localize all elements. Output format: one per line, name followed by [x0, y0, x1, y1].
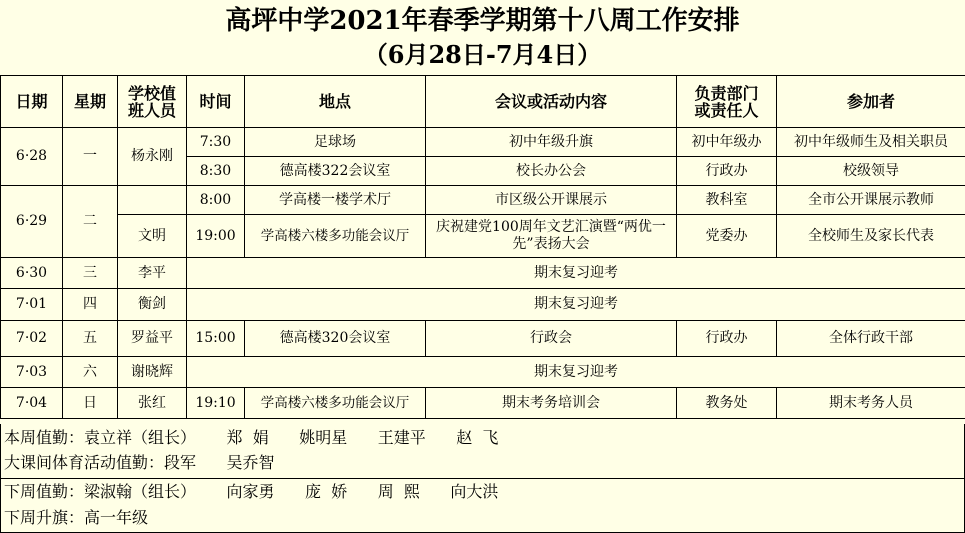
header-duty: 学校值 班人员	[118, 76, 187, 128]
cell-dept: 党委办	[677, 215, 777, 258]
cell-weekday: 一	[63, 128, 118, 186]
header-dept: 负责部门 或责任人	[677, 76, 777, 128]
header-attendees: 参加者	[777, 76, 965, 128]
page-title: 高坪中学2021年春季学期第十八周工作安排	[225, 6, 740, 36]
cell-weekday: 四	[63, 289, 118, 321]
cell-attendees: 期末考务人员	[777, 388, 965, 419]
cell-place: 足球场	[245, 128, 426, 157]
cell-date: 6·28	[1, 128, 63, 186]
cell-weekday: 二	[63, 186, 118, 258]
cell-duty: 张红	[118, 388, 187, 419]
duty-footer	[0, 424, 965, 533]
cell-place: 学高楼一楼学术厅	[245, 186, 426, 215]
cell-dept: 初中年级办	[677, 128, 777, 157]
cell-date: 7·03	[1, 357, 63, 388]
cell-dept: 教务处	[677, 388, 777, 419]
table-row	[1, 289, 965, 321]
cell-dept: 教科室	[677, 186, 777, 215]
table-row	[1, 186, 965, 215]
cell-date: 6·30	[1, 258, 63, 289]
cell-weekday: 五	[63, 321, 118, 357]
cell-time: 19:00	[187, 215, 245, 258]
break-duty: 大课间体育活动值勤：段军 吴乔智	[4, 453, 275, 472]
table-row	[1, 388, 965, 419]
cell-duty: 杨永刚	[118, 128, 187, 186]
cell-content: 市区级公开课展示	[426, 186, 677, 215]
cell-duty: 李平	[118, 258, 187, 289]
cell-content: 行政会	[426, 321, 677, 357]
cell-weekday: 六	[63, 357, 118, 388]
cell-time: 19:10	[187, 388, 245, 419]
cell-dept: 行政办	[677, 157, 777, 186]
cell-time: 7:30	[187, 128, 245, 157]
cell-time: 8:30	[187, 157, 245, 186]
next-week-duty: 下周值勤：梁淑翰（组长） 向家勇 庞 娇 周 熙 向大洪	[4, 482, 499, 501]
date-range: （6月28日-7月4日）	[363, 40, 602, 69]
next-flag-raising: 下周升旗：高一年级	[4, 508, 149, 527]
header-place: 地点	[245, 76, 426, 128]
cell-note: 期末复习迎考	[187, 289, 965, 321]
cell-date: 7·01	[1, 289, 63, 321]
cell-note: 期末复习迎考	[187, 357, 965, 388]
header-content: 会议或活动内容	[426, 76, 677, 128]
cell-duty	[118, 186, 187, 215]
cell-attendees: 校级领导	[777, 157, 965, 186]
cell-duty: 谢晓辉	[118, 357, 187, 388]
header-date: 日期	[1, 76, 63, 128]
table-header-row	[1, 76, 965, 128]
table-row	[1, 357, 965, 388]
cell-attendees: 全市公开课展示教师	[777, 186, 965, 215]
cell-duty: 文明	[118, 215, 187, 258]
schedule-table	[0, 75, 965, 419]
cell-dept: 行政办	[677, 321, 777, 357]
header-time: 时间	[187, 76, 245, 128]
cell-date: 7·02	[1, 321, 63, 357]
cell-place: 德高楼322会议室	[245, 157, 426, 186]
table-row	[1, 258, 965, 289]
table-row	[1, 321, 965, 357]
cell-content: 校长办公会	[426, 157, 677, 186]
cell-attendees: 初中年级师生及相关职员	[777, 128, 965, 157]
cell-content: 初中年级升旗	[426, 128, 677, 157]
cell-place: 德高楼320会议室	[245, 321, 426, 357]
cell-attendees: 全校师生及家长代表	[777, 215, 965, 258]
table-row	[1, 215, 965, 258]
cell-time: 15:00	[187, 321, 245, 357]
cell-place: 学高楼六楼多功能会议厅	[245, 388, 426, 419]
header-weekday: 星期	[63, 76, 118, 128]
cell-content: 期末考务培训会	[426, 388, 677, 419]
cell-weekday: 三	[63, 258, 118, 289]
table-row	[1, 128, 965, 157]
cell-date: 6·29	[1, 186, 63, 258]
cell-time: 8:00	[187, 186, 245, 215]
cell-note: 期末复习迎考	[187, 258, 965, 289]
this-week-duty: 本周值勤：袁立祥（组长） 郑 娟 姚明星 王建平 赵 飞	[4, 428, 499, 447]
cell-place: 学高楼六楼多功能会议厅	[245, 215, 426, 258]
cell-weekday: 日	[63, 388, 118, 419]
cell-date: 7·04	[1, 388, 63, 419]
cell-duty: 衡剑	[118, 289, 187, 321]
cell-duty: 罗益平	[118, 321, 187, 357]
cell-attendees: 全体行政干部	[777, 321, 965, 357]
cell-content: 庆祝建党100周年文艺汇演暨“两优一先”表扬大会	[426, 215, 677, 258]
